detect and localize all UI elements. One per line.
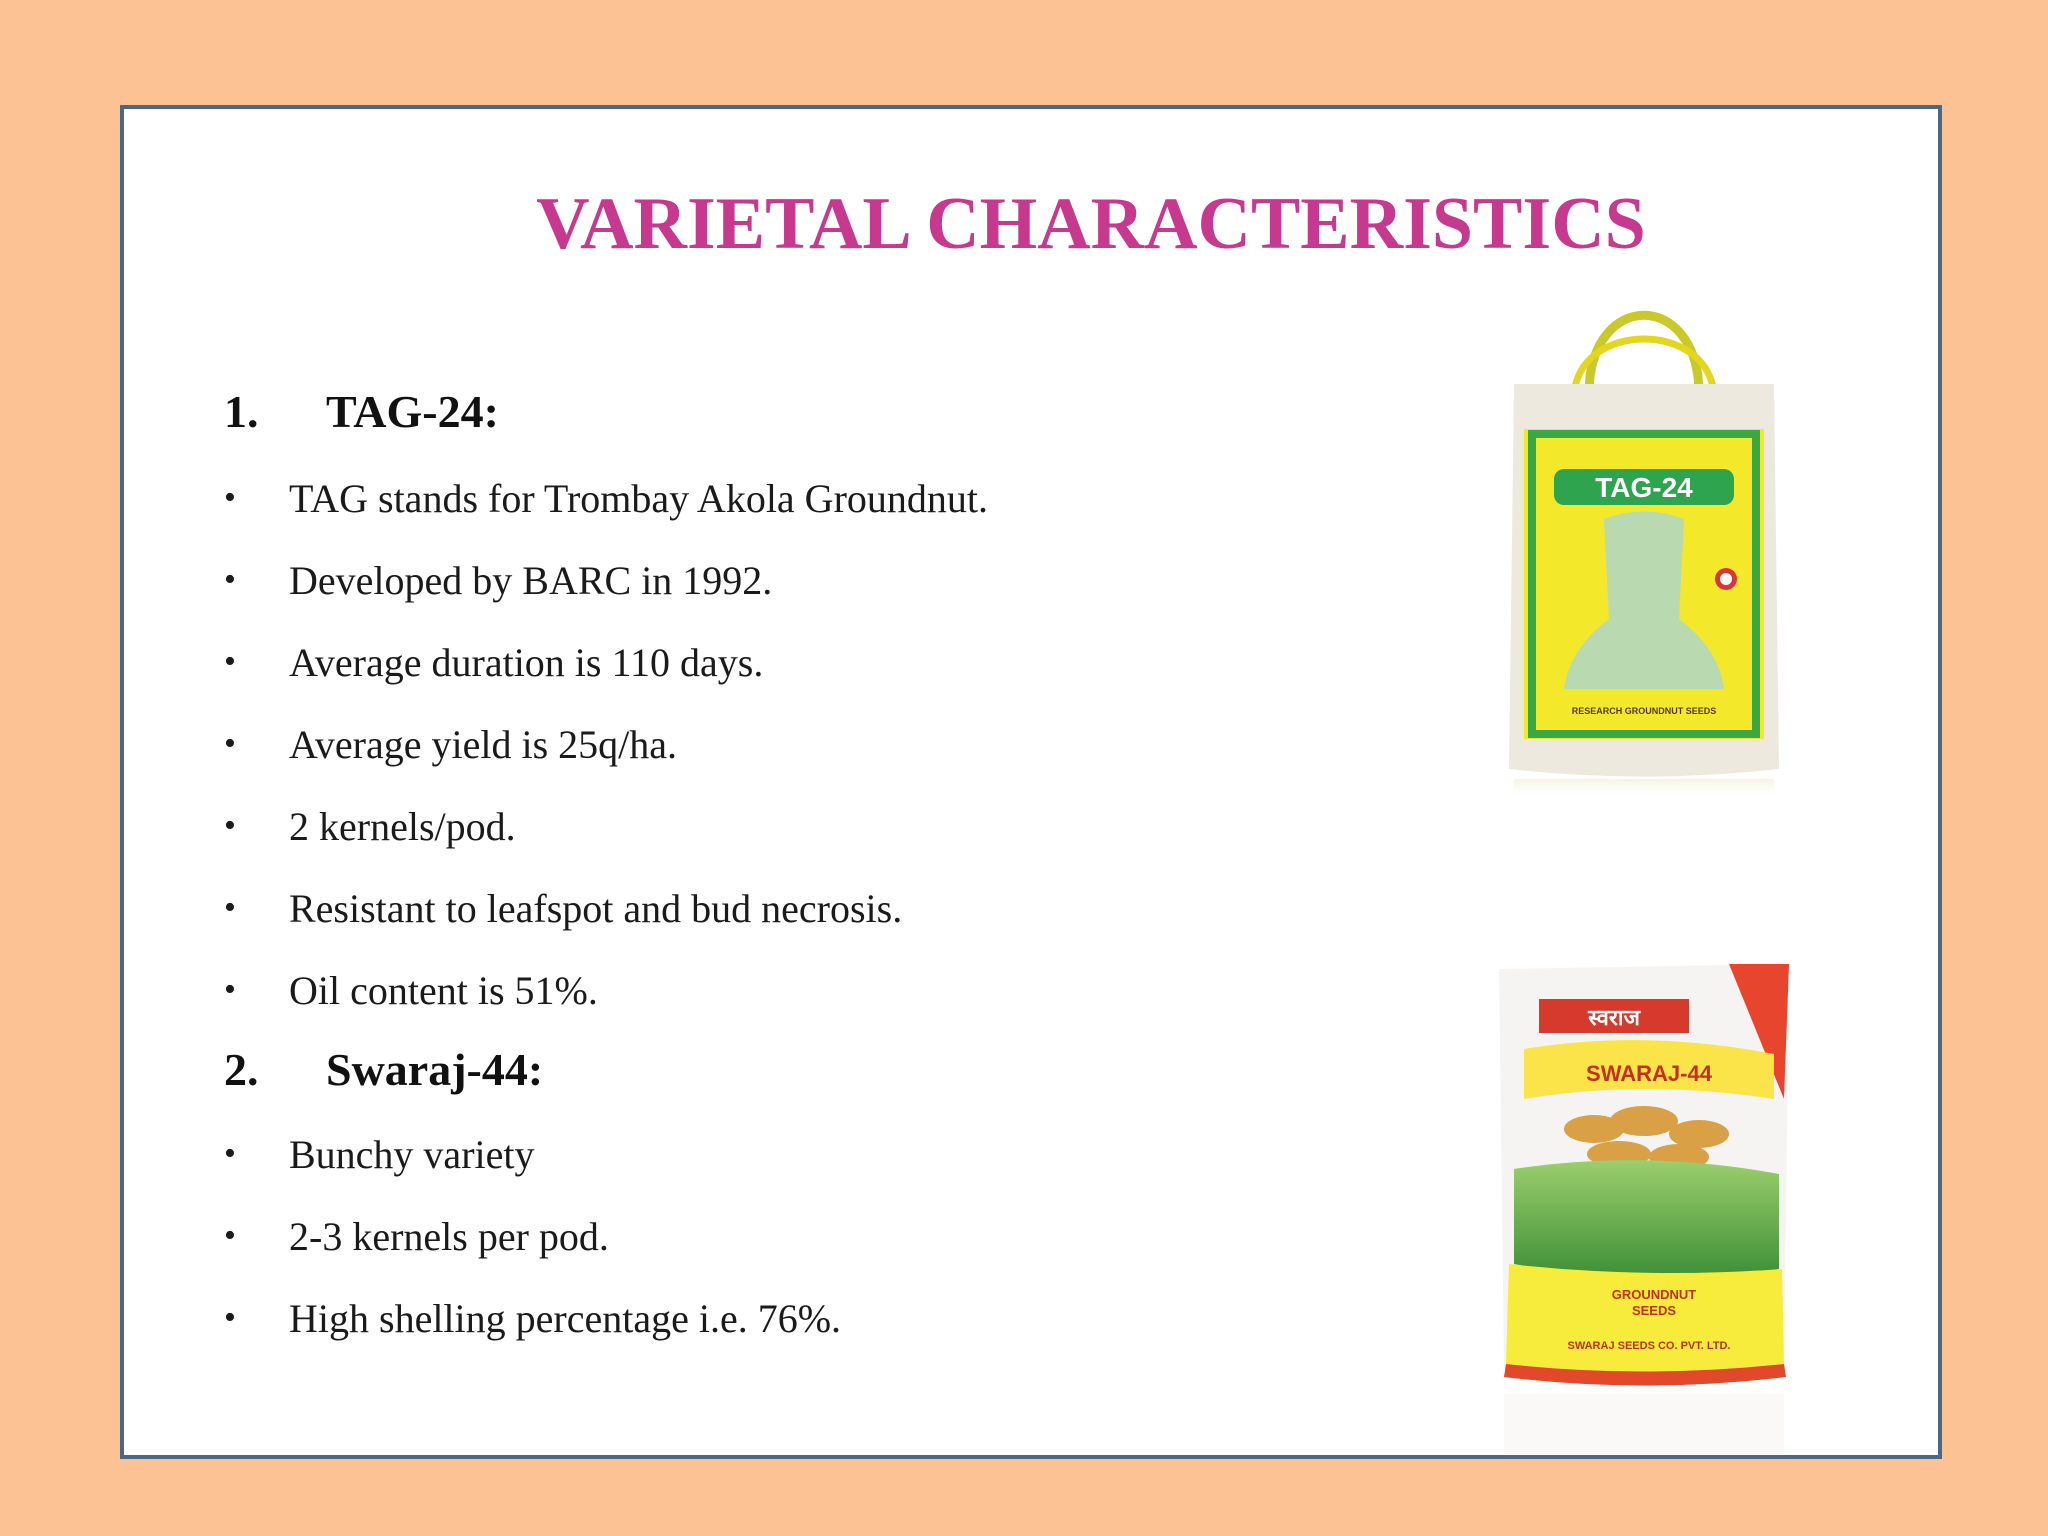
list-item: [224, 949, 1424, 1031]
list-item: [224, 539, 1424, 621]
bullet-icon: •: [224, 561, 236, 598]
bullet-text: Developed by BARC in 1992.: [289, 557, 773, 603]
bullet-text: Oil content is 51%.: [289, 967, 598, 1013]
swaraj44-seed-bag-image: [1484, 949, 1804, 1459]
section-name: TAG-24:: [326, 385, 499, 437]
bullet-icon: •: [224, 971, 236, 1008]
list-item: [224, 703, 1424, 785]
list-item: [224, 1195, 1424, 1277]
bullet-text: High shelling percentage i.e. 76%.: [289, 1295, 842, 1341]
bag-caption: RESEARCH GROUNDNUT SEEDS: [1571, 706, 1717, 716]
bullet-icon: •: [224, 889, 236, 926]
list-item: [224, 785, 1424, 867]
bullet-text: TAG stands for Trombay Akola Groundnut.: [289, 475, 989, 521]
section-heading-tag24: [224, 379, 1424, 443]
tag24-seed-bag-image: [1494, 289, 1794, 799]
list-item: [224, 1113, 1424, 1195]
bullet-icon: •: [224, 807, 236, 844]
bullet-text: Average yield is 25q/ha.: [289, 721, 678, 767]
bullet-icon: •: [224, 1217, 236, 1254]
section-heading-swaraj44: [224, 1037, 1424, 1101]
list-item: [224, 1277, 1424, 1359]
list-item: [224, 621, 1424, 703]
section-number: 1.: [224, 385, 259, 437]
bullet-icon: •: [224, 725, 236, 762]
bag-brand: स्वराज: [1588, 1006, 1640, 1031]
bag-label: SWARAJ-44: [1586, 1061, 1712, 1086]
content: [224, 379, 1424, 1359]
section-number: 2.: [224, 1043, 259, 1095]
bullet-text: Bunchy variety: [289, 1131, 535, 1177]
bag-company: SWARAJ SEEDS CO. PVT. LTD.: [1567, 1340, 1731, 1352]
bag-label: TAG-24: [1595, 472, 1693, 503]
tag24-bullet-list: [224, 457, 1424, 1031]
bullet-text: Resistant to leafspot and bud necrosis.: [289, 885, 903, 931]
section-name: Swaraj-44:: [326, 1043, 544, 1095]
slide: [120, 105, 1942, 1459]
bag-caption-line1: GROUNDNUT: [1611, 1287, 1697, 1302]
bullet-icon: •: [224, 1135, 236, 1172]
slide-title: VARIETAL CHARACTERISTICS: [536, 183, 1646, 265]
bullet-text: 2-3 kernels per pod.: [289, 1213, 609, 1259]
list-item: [224, 457, 1424, 539]
bullet-icon: •: [224, 643, 236, 680]
bag-caption-line2: SEEDS: [1631, 1303, 1677, 1318]
list-item: [224, 867, 1424, 949]
bullet-text: Average duration is 110 days.: [289, 639, 764, 685]
bullet-icon: •: [224, 479, 236, 516]
bullet-text: 2 kernels/pod.: [289, 803, 516, 849]
bullet-icon: •: [224, 1299, 236, 1336]
swaraj44-bullet-list: [224, 1113, 1424, 1359]
